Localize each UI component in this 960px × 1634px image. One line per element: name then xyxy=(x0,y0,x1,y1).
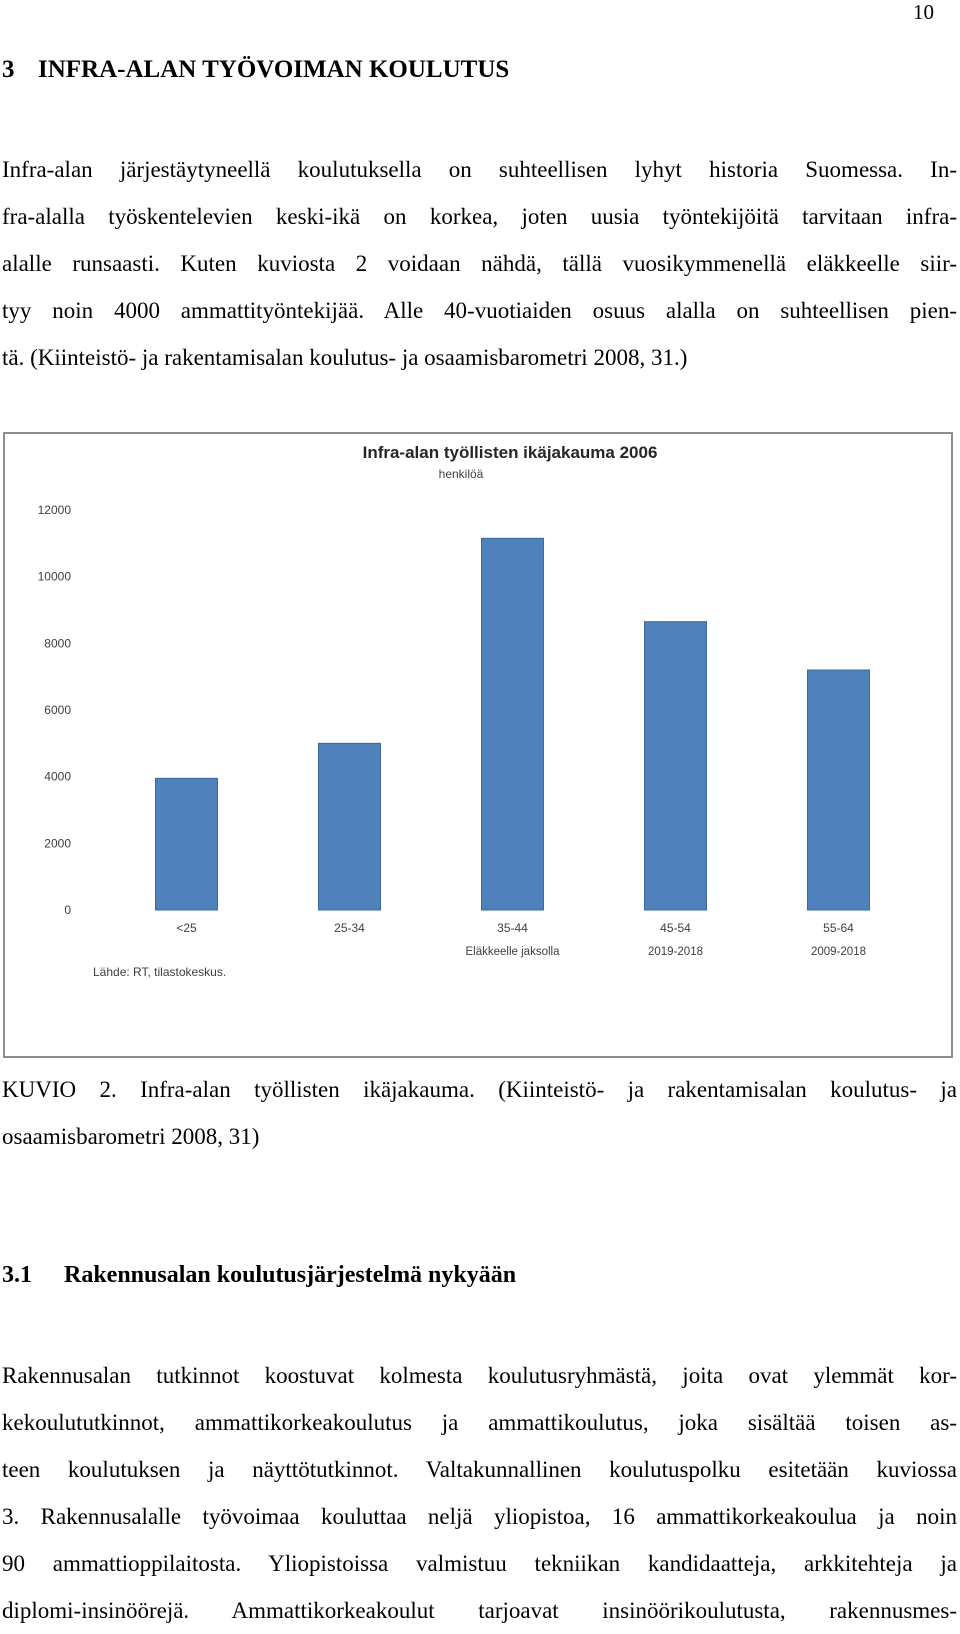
body-paragraph xyxy=(2,1352,957,1634)
body-line: 3. Rakennusalalle työvoimaa kouluttaa neljä yliopistoa, 16 ammattikorkeakoulua ja noin xyxy=(2,1504,957,1529)
x-tick-label: 35-44 xyxy=(497,921,528,935)
intro-line: tä. (Kiinteistö- ja rakentamisalan koulutus- ja osaamisbarometri 2008, 31.) xyxy=(2,345,688,370)
bar xyxy=(482,538,544,910)
x-tick-label: <25 xyxy=(176,921,197,935)
x-axis xyxy=(176,921,866,958)
x-tick-label: 55-64 xyxy=(823,921,854,935)
bar xyxy=(645,622,707,910)
section-number: 3 xyxy=(2,56,15,83)
section-heading xyxy=(2,56,509,84)
x-category-note: Eläkkeelle jaksolla xyxy=(465,946,560,958)
y-tick-label: 6000 xyxy=(44,703,71,717)
intro-line: Infra-alan järjestäytyneellä koulutuksella on suhteellisen lyhyt historia Suomessa. In- xyxy=(2,157,957,182)
intro-line: alalle runsaasti. Kuten kuviosta 2 voidaan nähdä, tällä vuosikymmenellä eläkkeelle siir- xyxy=(2,251,957,276)
figure-caption xyxy=(2,1066,957,1160)
y-tick-label: 12000 xyxy=(37,503,71,517)
y-tick-label: 8000 xyxy=(44,636,71,651)
x-category-note: 2019-2018 xyxy=(648,946,703,958)
bar xyxy=(319,743,381,910)
page-number: 10 xyxy=(913,0,934,24)
body-line: diplomi-insinöörejä. Ammattikorkeakoulut tarjoavat insinöörikoulutusta, rakennusmes- xyxy=(2,1598,957,1623)
subsection-number: 3.1 xyxy=(2,1262,32,1288)
bar xyxy=(156,778,218,910)
x-category-note: 2009-2018 xyxy=(811,946,866,958)
intro-paragraph xyxy=(2,146,957,381)
y-axis xyxy=(38,503,72,917)
caption-line: osaamisbarometri 2008, 31) xyxy=(2,1124,260,1149)
body-line: 90 ammattioppilaitosta. Yliopistoissa valmistuu tekniikan kandidaatteja, arkkitehteja ja xyxy=(2,1551,957,1576)
x-tick-label: 45-54 xyxy=(660,921,691,935)
intro-line: fra-alalla työskentelevien keski-ikä on korkea, joten uusia työntekijöitä tarvitaan infra- xyxy=(2,204,957,229)
age-distribution-chart xyxy=(3,432,953,1058)
y-tick-label: 4000 xyxy=(44,769,71,784)
bars xyxy=(156,538,870,910)
chart-svg xyxy=(5,434,951,1056)
y-tick-label: 2000 xyxy=(44,836,71,851)
chart-title: Infra-alan työllisten ikäjakauma 2006 xyxy=(362,443,658,462)
x-tick-label: 25-34 xyxy=(334,921,365,935)
section-title: INFRA-ALAN TYÖVOIMAN KOULUTUS xyxy=(38,56,510,83)
subsection-title: Rakennusalan koulutusjärjestelmä nykyään xyxy=(64,1262,517,1288)
bar xyxy=(808,670,870,910)
body-line: kekoulututkinnot, ammattikorkeakoulutus ja ammattikoulutus, joka sisältää toisen as- xyxy=(2,1410,957,1435)
chart-subtitle: henkilöä xyxy=(438,467,484,481)
subsection-heading xyxy=(2,1262,516,1289)
caption-line: KUVIO 2. Infra-alan työllisten ikäjakauma. (Kiinteistö- ja rakentamisalan koulutus- ja xyxy=(2,1077,957,1102)
body-line: teen koulutuksen ja näyttötutkinnot. Valtakunnallinen koulutuspolku esitetään kuviossa xyxy=(2,1457,957,1482)
y-tick-label: 10000 xyxy=(37,569,71,584)
intro-line: tyy noin 4000 ammattityöntekijää. Alle 40-vuotiaiden osuus alalla on suhteellisen pien- xyxy=(2,298,957,323)
body-line: Rakennusalan tutkinnot koostuvat kolmesta koulutusryhmästä, joita ovat ylemmät kor- xyxy=(2,1363,957,1388)
chart-source: Lähde: RT, tilastokeskus. xyxy=(93,965,227,979)
y-tick-label: 0 xyxy=(64,903,71,917)
